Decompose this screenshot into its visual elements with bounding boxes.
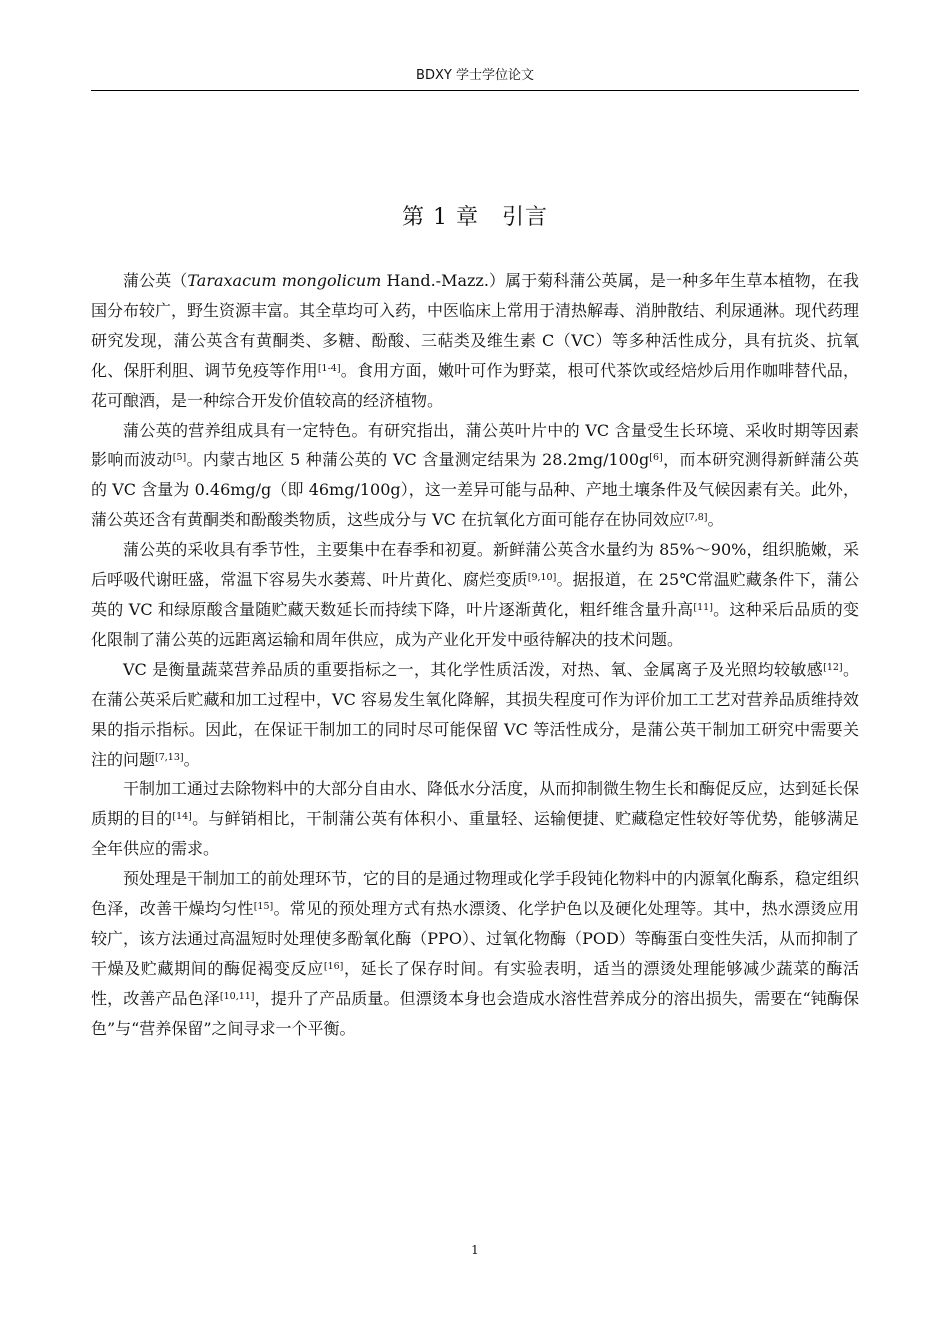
text-run: 蒲公英的营养组成具有一定特色。有研究指出，蒲公英叶片中的 VC 含量受生长环境、采收时期等因素影响而波动 [91, 420, 859, 470]
text-run: 。据报道，在 25℃常温贮藏条件下，蒲公英的 VC 和绿原酸含量随贮藏天数延长而持续下降，叶片逐渐黄化，粗纤维含量升高 [91, 570, 859, 619]
species-name: Taraxacum mongolicum [187, 271, 382, 290]
citation-ref: [7,13] [155, 751, 184, 763]
text-run: ，延长了保存时间。有实验表明，适当的漂烫处理能够减少蔬菜的酶活性，改善产品色泽 [91, 958, 859, 1008]
text-run: VC 是衡量蔬菜营养品质的重要指标之一，其化学性质活泼，对热、氧、金属离子及光照均较敏感 [123, 659, 824, 679]
citation-ref: [9,10] [527, 571, 557, 583]
body-text [91, 266, 859, 1044]
text-run: 。食用方面，嫩叶可作为野菜，根可代茶饮或经焙炒后用作咖啡替代品，花可酿酒，是一种综合开发价值较高的经济植物。 [91, 360, 859, 410]
text-run: 预处理是干制加工的前处理环节，它的目的是通过物理或化学手段钝化物料中的内源氧化酶系，稳定组织色泽，改善干燥均匀性 [91, 869, 860, 919]
text-run: 蒲公英的采收具有季节性，主要集中在春季和初夏。新鲜蒲公英含水量约为 85%～90%，组织脆嫩，采后呼吸代谢旺盛，常温下容易失水萎蔫、叶片黄化、腐烂变质 [91, 540, 859, 590]
citation-ref: [14] [172, 811, 192, 823]
text-run: Hand.-Mazz.）属于菊科蒲公英属，是一种多年生草本植物，在我国分布较广，野生资源丰富。其全草均可入药，中医临床上常用于清热解毒、消肿散结、利尿通淋。现代药理研究发现，蒲公英含有黄酮类、多糖、酚酸、三萜类及维生素 C（VC）等多种活性成分，具有抗炎、抗氧化、保肝利胆、调节免疫等作用 [91, 271, 860, 380]
text-run: ，而本研究测得新鲜蒲公英的 VC 含量为 0.46mg/g（即 46mg/100g），这一差异可能与品种、产地土壤条件及气候因素有关。此外，蒲公英还含有黄酮类和酚酸类物质，这些成分与 VC 在抗氧化方面可能存在协同效应 [91, 450, 859, 530]
citation-ref: [1-4] [317, 362, 341, 374]
citation-ref: [7,8] [684, 512, 708, 524]
paragraph-5 [91, 774, 859, 864]
paragraph-3 [91, 535, 859, 655]
text-run: 。内蒙古地区 5 种蒲公英的 VC 含量测定结果为 28.2mg/100g [186, 450, 650, 470]
text-run: 。这种采后品质的变化限制了蒲公英的远距离运输和周年供应，成为产业化开发中亟待解决的技术问题。 [91, 599, 859, 649]
running-header: BDXY 学士学位论文 [91, 66, 859, 91]
text-run: 干制加工通过去除物料中的大部分自由水、降低水分活度，从而抑制微生物生长和酶促反应，达到延长保质期的目的 [91, 779, 860, 829]
paragraph-4 [91, 655, 859, 775]
citation-ref: [10,11] [219, 990, 255, 1002]
citation-ref: [16] [323, 960, 344, 972]
citation-ref: [11] [693, 601, 713, 613]
page-number: 1 [471, 1243, 479, 1257]
citation-ref: [12] [823, 661, 843, 673]
text-run: 。常见的预处理方式有热水漂烫、化学护色以及硬化处理等。其中，热水漂烫应用较广，该方法通过高温短时处理使多酚氧化酶（PPO）、过氧化物酶（POD）等酶蛋白变性失活，从而抑制了干燥及贮藏期间的酶促褐变反应 [91, 899, 859, 978]
citation-ref: [6] [649, 452, 663, 464]
citation-ref: [15] [253, 900, 274, 912]
text-run: ，提升了产品质量。但漂烫本身也会造成水溶性营养成分的溶出损失，需要在“钝酶保色”与“营养保留”之间寻求一个平衡。 [91, 988, 859, 1038]
text-run: 。与鲜销相比，干制蒲公英有体积小、重量轻、运输便捷、贮藏稳定性较好等优势，能够满足全年供应的需求。 [91, 809, 859, 859]
text-run: 蒲公英（ [123, 271, 188, 290]
paragraph-6 [91, 864, 859, 1043]
text-run: 。 [183, 749, 200, 769]
paragraph-2 [91, 416, 859, 536]
citation-ref: [5] [172, 452, 187, 464]
text-run: 。 [707, 510, 724, 530]
chapter-title: 第 1 章 引言 [402, 205, 548, 230]
paragraph-1 [91, 266, 859, 416]
text-run: 。在蒲公英采后贮藏和加工过程中，VC 容易发生氧化降解，其损失程度可作为评价加工工艺对营养品质维持效果的指示指标。因此，在保证干制加工的同时尽可能保留 VC 等活性成分，是蒲公英干制加工研究中需要关注的问题 [91, 659, 859, 769]
